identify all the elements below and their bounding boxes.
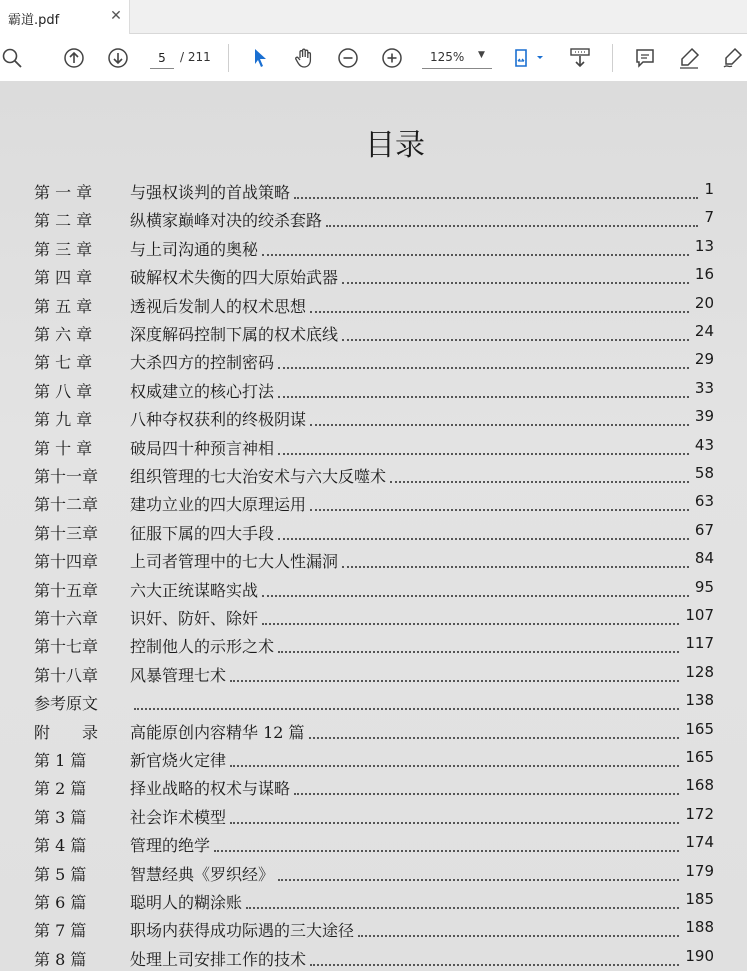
toc-entry-title: 透视后发制人的权术思想 [130, 296, 307, 316]
toc-entry-page-number: 138 [685, 691, 714, 710]
toc-entry-page-number: 172 [685, 804, 714, 823]
chevron-down-icon: ▼ [478, 50, 485, 60]
toc-entry-label: 第 六 章 [34, 325, 93, 344]
toc-entry-page-number: 39 [694, 407, 714, 426]
toc-entry-page-number: 190 [685, 946, 714, 965]
toc-entry-page-number: 179 [685, 861, 714, 880]
toc-entry-title: 八种夺权获利的终极阴谋 [130, 410, 307, 430]
toc-dot-leader [358, 927, 679, 937]
toc-entry[interactable] [34, 436, 714, 462]
toc-entry-title: 识奸、防奸、除奸 [130, 609, 259, 628]
toc-entry-page-number: 7 [704, 208, 714, 227]
toc-dot-leader [294, 189, 698, 199]
toc-entry-title: 高能原创内容精华 12 篇 [130, 722, 305, 742]
toc-entry-title: 管理的绝学 [130, 836, 211, 856]
toc-entry-label: 第十八章 [34, 665, 99, 685]
toc-entry-label: 第十四章 [34, 552, 99, 572]
toc-entry-label: 第 二 章 [34, 211, 93, 231]
toc-entry[interactable] [34, 776, 714, 802]
toc-dot-leader [310, 501, 689, 511]
zoom-in-icon[interactable] [380, 46, 404, 70]
page-down-icon[interactable] [106, 46, 130, 70]
toc-entry-label: 第 3 篇 [34, 807, 87, 827]
toc-entry-page-number: 20 [694, 293, 714, 312]
toc-entry[interactable] [34, 634, 714, 660]
download-icon[interactable] [568, 46, 592, 70]
toc-entry[interactable] [34, 379, 714, 405]
toc-entry-title: 社会诈术模型 [130, 807, 227, 827]
toc-entry-page-number: 16 [694, 265, 714, 284]
toc-entry[interactable] [34, 947, 714, 971]
comment-icon[interactable] [633, 46, 657, 70]
toc-entry-title: 组织管理的七大治安术与六大反噬术 [130, 467, 387, 486]
toc-entry-page-number: 107 [685, 606, 714, 624]
toc-entry-page-number: 95 [694, 577, 714, 596]
toc-entry-title: 智慧经典《罗织经》 [130, 864, 275, 884]
toc-entry-page-number: 1 [704, 180, 714, 198]
toc-entry-title: 破局四十种预言神相 [130, 438, 275, 458]
select-cursor-icon[interactable] [248, 46, 272, 70]
zoom-out-icon[interactable] [336, 46, 360, 70]
toc-entry[interactable] [34, 237, 714, 263]
toc-entry[interactable] [34, 322, 714, 348]
toc-entry-label: 参考原文 [34, 694, 99, 714]
toc-entry-title: 大杀四方的控制密码 [130, 353, 275, 373]
toc-entry-title: 建功立业的四大原理运用 [130, 495, 307, 515]
toc-entry-label: 第 1 篇 [34, 751, 87, 770]
toc-dot-leader [326, 217, 698, 227]
toolbar-divider [228, 44, 229, 72]
toc-entry-page-number: 29 [694, 350, 714, 369]
toc-entry-title: 聪明人的糊涂账 [130, 893, 243, 912]
toc-entry-label: 第 九 章 [34, 410, 93, 430]
toc-dot-leader [310, 956, 679, 966]
page-number-input[interactable] [150, 47, 174, 69]
toc-entry-label: 第十二章 [34, 495, 99, 515]
zoom-value: 125% [430, 50, 465, 64]
toc-dot-leader [262, 587, 689, 597]
toc-entry[interactable] [34, 208, 714, 234]
toc-entry-label: 第 4 篇 [34, 836, 87, 856]
toc-entry-page-number: 117 [685, 634, 714, 653]
toc-entry-label: 第十三章 [34, 523, 99, 543]
toc-dot-leader [310, 303, 689, 313]
toc-entry-label: 第十一章 [34, 467, 99, 486]
toc-entry-page-number: 174 [685, 833, 714, 852]
toc-entry[interactable] [34, 521, 714, 547]
toc-entry[interactable] [34, 180, 714, 206]
toc-entry[interactable] [34, 464, 714, 490]
toc-entry-title: 与强权谈判的首战策略 [130, 183, 291, 202]
toc-entry-title: 择业战略的权术与谋略 [130, 779, 291, 799]
pdf-toolbar [0, 34, 747, 82]
toc-entry-title: 破解权术失衡的四大原始武器 [130, 268, 339, 288]
close-tab-icon[interactable]: ✕ [110, 8, 122, 24]
toc-entry-page-number: 58 [694, 464, 714, 482]
toc-dot-leader [390, 473, 689, 483]
pdf-page [0, 82, 747, 971]
toc-entry-label: 第 四 章 [34, 268, 93, 288]
toc-entry-page-number: 33 [694, 378, 714, 397]
tab-title: 霸道.pdf [8, 13, 60, 28]
toc-entry[interactable] [34, 663, 714, 689]
toc-entry-page-number: 185 [685, 890, 714, 908]
toc-dot-leader [309, 729, 680, 739]
signature-icon[interactable] [721, 46, 745, 70]
highlight-icon[interactable] [677, 46, 701, 70]
toc-entry[interactable] [34, 407, 714, 433]
toc-entry-title: 风暴管理七术 [130, 665, 227, 685]
toc-entry-title: 上司者管理中的七大人性漏洞 [130, 552, 339, 572]
toc-entry[interactable] [34, 294, 714, 320]
toc-dot-leader [230, 757, 679, 767]
toc-entry-title: 控制他人的示形之术 [130, 637, 275, 657]
toc-entry-page-number: 24 [694, 322, 714, 340]
toc-entry-label: 第 十 章 [34, 438, 93, 458]
toc-dot-leader [262, 615, 679, 625]
page-total: / 211 [180, 50, 211, 64]
toc-entry-page-number: 188 [685, 918, 714, 937]
toc-dot-leader [230, 814, 679, 824]
toc-entry-label: 第十七章 [34, 637, 99, 657]
document-tab[interactable] [0, 0, 130, 34]
toc-entry-page-number: 43 [694, 435, 714, 454]
toc-entry-label: 第十五章 [34, 580, 99, 600]
toc-dot-leader [342, 331, 689, 341]
toc-entry[interactable] [34, 862, 714, 888]
toc-entry-page-number: 63 [694, 492, 714, 511]
toolbar-divider [612, 44, 613, 72]
toc-entry-label: 第 一 章 [34, 183, 93, 202]
toc-entry-title: 新官烧火定律 [130, 751, 227, 770]
toc-entry-label: 附 录 [34, 722, 99, 742]
toc-dot-leader [134, 700, 679, 710]
toc-entry-label: 第 三 章 [34, 239, 93, 259]
toc-entry-label: 第 七 章 [34, 353, 93, 373]
toc-entry-label: 第 8 篇 [34, 949, 87, 969]
toc-entry[interactable] [34, 492, 714, 518]
toc-dot-leader [278, 643, 679, 653]
toc-entry-page-number: 165 [685, 748, 714, 766]
toc-entry-page-number: 128 [685, 662, 714, 681]
toc-entry[interactable] [34, 918, 714, 944]
toc-entry-page-number: 13 [694, 236, 714, 255]
toc-entry-label: 第 5 篇 [34, 864, 87, 884]
toc-dot-leader [310, 416, 689, 426]
toc-dot-leader [246, 899, 679, 909]
toc-entry-label: 第十六章 [34, 609, 99, 628]
toc-dot-leader [294, 785, 679, 795]
hand-pan-icon[interactable] [292, 46, 316, 70]
toc-entry-page-number: 84 [694, 549, 714, 568]
toc-entry[interactable] [34, 350, 714, 376]
toc-dot-leader [278, 530, 689, 540]
toc-entry-title: 权威建立的核心打法 [130, 381, 275, 401]
toc-entry[interactable] [34, 748, 714, 774]
toc-entry[interactable] [34, 833, 714, 859]
toc-entry[interactable] [34, 805, 714, 831]
toc-dot-leader [278, 871, 679, 881]
toc-entry-label: 第 7 篇 [34, 921, 87, 941]
page-up-icon[interactable] [62, 46, 86, 70]
toc-entry[interactable] [34, 578, 714, 604]
toc-entry[interactable] [34, 549, 714, 575]
toc-entry-page-number: 165 [685, 719, 714, 738]
toc-entry[interactable] [34, 890, 714, 916]
toc-entry-title: 征服下属的四大手段 [130, 523, 275, 543]
toc-entry-label: 第 2 篇 [34, 779, 87, 799]
search-icon[interactable] [0, 46, 24, 70]
toc-entry-label: 第 五 章 [34, 296, 93, 316]
zoom-select[interactable] [422, 47, 492, 69]
toc-dot-leader [278, 445, 689, 455]
toc-entry-title: 处理上司安排工作的技术 [130, 949, 307, 969]
toc-dot-leader [214, 842, 679, 852]
toc-dot-leader [278, 359, 689, 369]
toc-entry-title: 职场内获得成功际遇的三大途径 [130, 921, 355, 941]
toc-dot-leader [262, 246, 689, 256]
toc-entry-page-number: 168 [685, 776, 714, 795]
toc-dot-leader [342, 274, 689, 284]
tab-bar [0, 0, 747, 34]
toc-dot-leader [342, 558, 689, 568]
toc-dot-leader [230, 672, 679, 682]
page-title: 目录 [365, 128, 425, 163]
toc-entry-label: 第 6 篇 [34, 893, 87, 912]
toc-entry[interactable] [34, 720, 714, 746]
document-viewport[interactable] [0, 82, 747, 971]
fit-width-icon[interactable] [512, 46, 546, 70]
toc-entry-title: 与上司沟通的奥秘 [130, 239, 259, 259]
toc-entry-title: 纵横家巅峰对决的绞杀套路 [130, 211, 323, 231]
toc-dot-leader [278, 388, 689, 398]
toc-entry-title: 深度解码控制下属的权术底线 [130, 325, 339, 344]
toc-entry-title: 六大正统谋略实战 [130, 580, 259, 600]
toc-entry[interactable] [34, 265, 714, 291]
toc-entry[interactable] [34, 606, 714, 632]
toc-entry[interactable] [34, 691, 714, 717]
toc-entry-page-number: 67 [694, 520, 714, 539]
toc-entry-label: 第 八 章 [34, 381, 93, 401]
